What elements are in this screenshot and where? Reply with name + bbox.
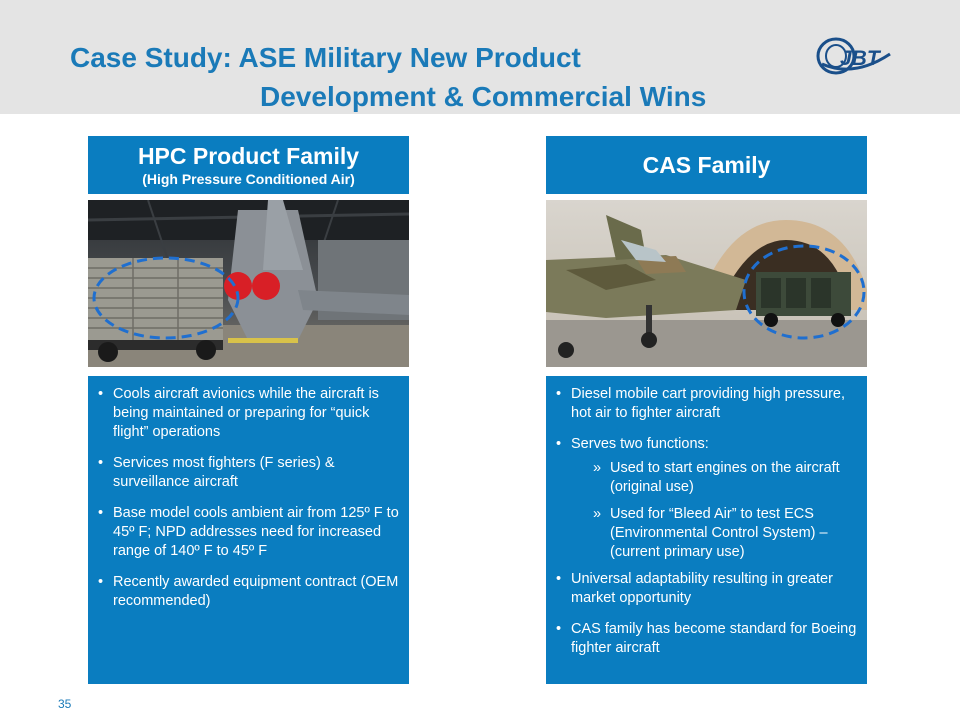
list-item: • CAS family has become standard for Boeing fighter aircraft (554, 620, 857, 658)
slide-title (70, 38, 706, 116)
hpc-unit-photo (88, 200, 409, 367)
jbt-logo (814, 34, 896, 78)
cas-bullet-list (554, 385, 857, 658)
list-item: • Base model cools ambient air from 125º F to 45º F; NPD addresses need for increased range of 140º F to 45º F (96, 504, 399, 561)
list-item: • Services most fighters (F series) & surveillance aircraft (96, 454, 399, 492)
hpc-bullet-list (96, 385, 399, 611)
sub-list-item: » Used to start engines on the aircraft (original use) (571, 459, 857, 497)
logo-text: JBT (840, 47, 880, 70)
hpc-header-subtitle: (High Pressure Conditioned Air) (142, 171, 355, 187)
sub-list-item: » Used for “Bleed Air” to test ECS (Environmental Control System) – (current primary use) (571, 505, 857, 562)
hpc-header-title: HPC Product Family (137, 143, 360, 169)
list-item: • Diesel mobile cart providing high pressure, hot air to fighter aircraft (554, 385, 857, 423)
cas-header-title: CAS Family (642, 152, 771, 178)
list-item-serves-two-functions (554, 435, 857, 562)
list-item: • Cools aircraft avionics while the aircraft is being maintained or preparing for “quick flight” operations (96, 385, 399, 442)
hpc-bullet-box (88, 376, 409, 684)
hpc-family-header (88, 136, 409, 194)
slide-title-line-1: Case Study: ASE Military New Product (70, 42, 581, 73)
slide-number: 35 (58, 697, 72, 711)
cas-family-header (546, 136, 867, 194)
sub-bullet-list (571, 459, 857, 562)
list-item: • Universal adaptability resulting in greater market opportunity (554, 570, 857, 608)
slide-title-line-2: Development & Commercial Wins (260, 81, 707, 112)
cas-bullet-box (546, 376, 867, 684)
list-item: • Recently awarded equipment contract (OEM recommended) (96, 573, 399, 611)
list-item-text: Serves two functions: (571, 436, 709, 452)
cas-cart-photo (546, 200, 867, 367)
